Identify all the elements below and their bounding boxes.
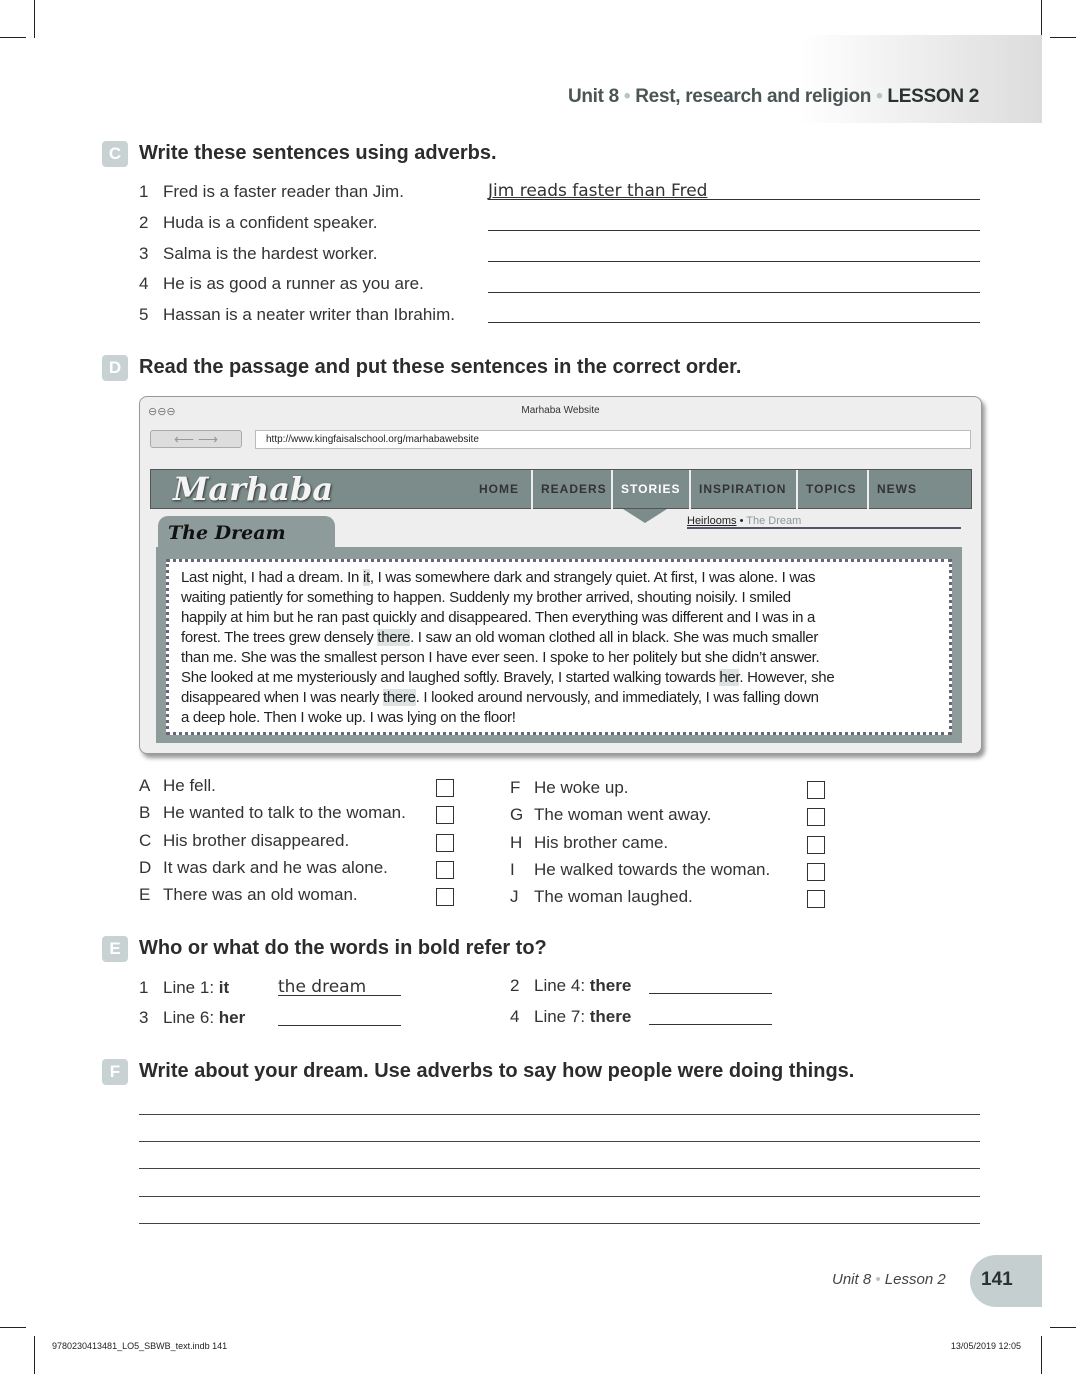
option-text: He woke up. — [534, 778, 629, 797]
order-checkbox[interactable] — [436, 861, 454, 879]
option-letter: I — [510, 860, 515, 879]
crop-mark — [1041, 0, 1042, 38]
option-text: He walked towards the woman. — [534, 860, 771, 879]
answer-line[interactable] — [488, 261, 980, 262]
order-option — [510, 833, 668, 853]
crop-mark — [34, 0, 35, 38]
header-band — [800, 35, 1042, 123]
exercise-item: 3 Salma is the hardest worker. — [139, 244, 378, 263]
crop-mark — [1050, 1327, 1076, 1328]
order-checkbox[interactable] — [807, 863, 825, 881]
crop-mark — [1050, 37, 1076, 38]
order-option — [510, 887, 693, 907]
order-checkbox[interactable] — [807, 890, 825, 908]
option-text: It was dark and he was alone. — [163, 858, 388, 877]
section-c-instruction: Write these sentences using adverbs. — [139, 142, 497, 164]
site-navbar — [150, 469, 972, 509]
order-checkbox[interactable] — [807, 808, 825, 826]
reference-item: 4 Line 7: there — [510, 1007, 632, 1026]
url-bar[interactable]: http://www.kingfaisalschool.org/marhabawebsite — [255, 430, 971, 449]
option-letter: G — [510, 805, 524, 824]
page-number: 141 — [970, 1255, 1042, 1307]
window-title: Marhaba Website — [521, 405, 600, 416]
option-letter: B — [139, 803, 151, 822]
nav-home[interactable]: HOME — [479, 482, 519, 496]
story-passage: Last night, I had a dream. In it, I was somewhere dark and strangely quiet. At first, I was alone. I was waiting patiently for something to happen. Suddenly my brother arrived, shouting noisily. I smiled happily at him but he ran past quickly and disappeared. Then everything was different and I was in a forest. The trees grew densely there. I saw an old woman clothed all in black. She was much smaller than me. She was the smallest person I have ever seen. I spoke to her politely but she didn’t answer. She looked at me mysteriously and laughed softly. Bravely, I started walking towards her. However, she disappeared when I was nearly there. I looked around nervously, and immediately, I was falling down a deep hole. Then I woke up. I was lying on the floor! — [166, 559, 952, 735]
browser-window — [139, 396, 982, 754]
crop-mark — [1041, 1336, 1042, 1374]
running-header: Unit 8 • Rest, research and religion • LESSON 2 — [567, 86, 979, 107]
section-e-instruction: Who or what do the words in bold refer to? — [139, 937, 547, 959]
exercise-item: 2 Huda is a confident speaker. — [139, 213, 378, 232]
order-option — [139, 831, 349, 851]
writing-line[interactable] — [139, 1141, 980, 1142]
footer-lesson: Unit 8 • Lesson 2 — [832, 1271, 946, 1288]
order-checkbox[interactable] — [436, 888, 454, 906]
exercise-item: 5 Hassan is a neater writer than Ibrahim. — [139, 305, 455, 324]
section-f-badge: F — [102, 1059, 128, 1085]
section-d-instruction: Read the passage and put these sentences in the correct order. — [139, 356, 742, 378]
option-text: He wanted to talk to the woman. — [163, 803, 406, 822]
order-checkbox[interactable] — [436, 806, 454, 824]
writing-line[interactable] — [139, 1196, 980, 1197]
window-controls-icon: ⊖⊖⊖ — [148, 406, 176, 418]
nav-stories[interactable]: STORIES — [611, 470, 688, 510]
crop-mark — [0, 37, 26, 38]
order-option — [139, 885, 358, 905]
writing-line[interactable] — [139, 1114, 980, 1115]
order-checkbox[interactable] — [807, 836, 825, 854]
active-tab-pointer — [623, 509, 667, 523]
section-c-badge: C — [102, 141, 128, 167]
option-letter: D — [139, 858, 152, 877]
writing-line[interactable] — [139, 1223, 980, 1224]
option-letter: A — [139, 776, 151, 795]
nav-topics[interactable]: TOPICS — [796, 470, 864, 510]
option-letter: H — [510, 833, 523, 852]
option-letter: E — [139, 885, 151, 904]
answer-line[interactable] — [649, 993, 772, 994]
example-answer: Jim reads faster than Fred — [488, 181, 708, 201]
option-letter: J — [510, 887, 519, 906]
order-option — [139, 858, 388, 878]
order-option — [510, 860, 770, 880]
order-checkbox[interactable] — [436, 834, 454, 852]
option-text: The woman went away. — [534, 805, 712, 824]
answer-line[interactable] — [278, 1025, 401, 1026]
answer-line[interactable] — [488, 292, 980, 293]
option-text: There was an old woman. — [163, 885, 358, 904]
section-f-instruction: Write about your dream. Use adverbs to say how people were doing things. — [139, 1060, 855, 1082]
print-date: 13/05/2019 12:05 — [950, 1341, 1021, 1351]
option-text: He fell. — [163, 776, 216, 795]
answer-line[interactable] — [488, 322, 980, 323]
option-text: The woman laughed. — [534, 887, 693, 906]
order-option — [139, 803, 406, 823]
answer-line[interactable] — [488, 199, 980, 200]
option-text: His brother came. — [534, 833, 669, 852]
answer-line[interactable] — [649, 1024, 772, 1025]
print-slug: 9780230413481_LO5_SBWB_text.indb 141 — [52, 1341, 228, 1351]
option-text: His brother disappeared. — [163, 831, 350, 850]
writing-line[interactable] — [139, 1168, 980, 1169]
example-answer: the dream — [278, 977, 367, 997]
answer-line[interactable] — [488, 230, 980, 231]
reference-item: 3 Line 6: her — [139, 1008, 246, 1027]
crop-mark — [34, 1336, 35, 1374]
lesson-label: LESSON 2 — [887, 86, 979, 107]
back-forward-icon[interactable]: ⟵ ⟶ — [150, 430, 242, 448]
nav-news[interactable]: NEWS — [867, 470, 925, 510]
option-letter: F — [510, 778, 521, 797]
option-letter: C — [139, 831, 152, 850]
section-e-badge: E — [102, 936, 128, 962]
exercise-item: 4 He is as good a runner as you are. — [139, 274, 424, 293]
reference-item: 2 Line 4: there — [510, 976, 632, 995]
order-checkbox[interactable] — [807, 781, 825, 799]
order-option — [510, 778, 629, 798]
story-tab: The Dream — [158, 516, 335, 552]
order-checkbox[interactable] — [436, 779, 454, 797]
order-option — [139, 776, 216, 796]
section-d-badge: D — [102, 355, 128, 381]
reference-item: 1 Line 1: it — [139, 978, 230, 997]
crop-mark — [0, 1327, 26, 1328]
exercise-item: 1 Fred is a faster reader than Jim. — [139, 182, 404, 201]
answer-line[interactable] — [278, 995, 401, 996]
order-option — [510, 805, 711, 825]
nav-readers[interactable]: READERS — [531, 470, 615, 510]
unit-label: Unit 8 — [567, 86, 619, 107]
nav-inspiration[interactable]: INSPIRATION — [689, 470, 794, 510]
breadcrumb: Heirlooms • The Dream — [687, 515, 961, 529]
site-logo: Marhaba — [173, 470, 334, 508]
unit-title: Rest, research and religion — [635, 86, 872, 107]
